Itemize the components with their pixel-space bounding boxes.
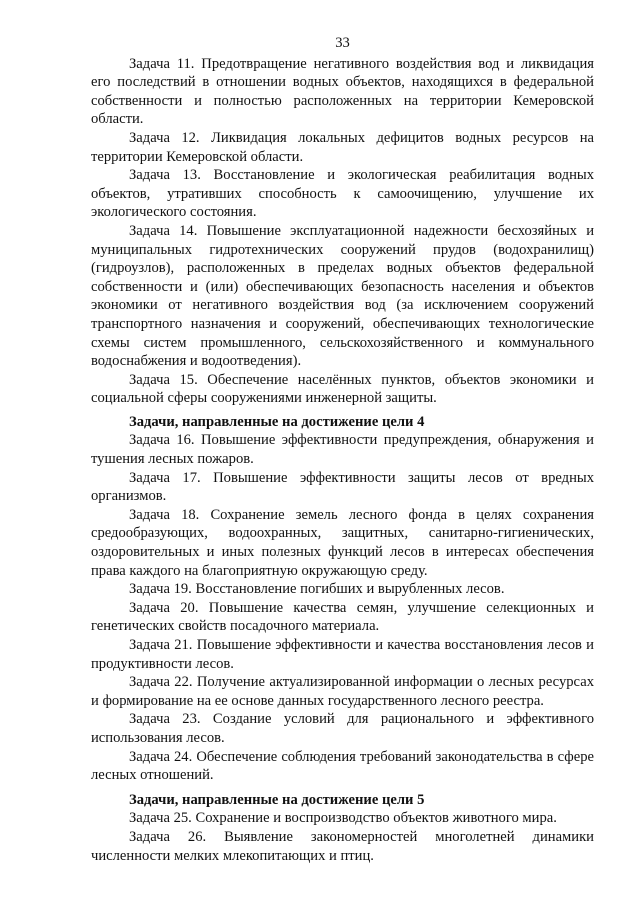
paragraph-task-16: Задача 16. Повышение эффективности предупреждения, обнаружения и тушения лесных пожаров. xyxy=(91,432,594,468)
paragraph-task-22: Задача 22. Получение актуализированной информации о лесных ресурсах и формирование на ее основе данных государственного лесного реестра. xyxy=(91,674,594,709)
section-heading-goal-4: Задачи, направленные на достижение цели 4 xyxy=(129,413,425,430)
paragraph-task-23: Задача 23. Создание условий для рационального и эффективного использования лесов. xyxy=(91,711,594,746)
paragraph-task-21: Задача 21. Повышение эффективности и качества восстановления лесов и продуктивности лесов. xyxy=(91,637,594,672)
paragraph-task-15: Задача 15. Обеспечение населённых пунктов, объектов экономики и социальной сферы сооружениями инженерной защиты. xyxy=(91,371,594,407)
paragraph-task-17: Задача 17. Повышение эффективности защиты лесов от вредных организмов. xyxy=(91,469,594,505)
paragraph-task-24: Задача 24. Обеспечение соблюдения требований законодательства в сфере лесных отношений. xyxy=(91,748,594,784)
paragraph-task-19: Задача 19. Восстановление погибших и вырубленных лесов. xyxy=(129,581,505,598)
paragraph-task-13: Задача 13. Восстановление и экологическая реабилитация водных объектов, утративших способность к самоочищению, улучшение их экологического состояния. xyxy=(91,167,594,221)
paragraph-task-18: Задача 18. Сохранение земель лесного фонда в целях сохранения средообразующих, водоохранных, защитных, санитарно-гигиенических, оздоровительных и иных полезных функций лесов в интересах обеспечения права каждого на благоприятную окружающую среду. xyxy=(91,506,594,579)
paragraph-task-26: Задача 26. Выявление закономерностей многолетней динамики численности мелких млекопитающих и птиц. xyxy=(91,828,594,864)
paragraph-task-20: Задача 20. Повышение качества семян, улучшение селекционных и генетических свойств посадочного материала. xyxy=(91,599,594,635)
section-heading-goal-5: Задачи, направленные на достижение цели 5 xyxy=(129,791,425,808)
paragraph-task-25: Задача 25. Сохранение и воспроизводство объектов животного мира. xyxy=(129,810,557,827)
paragraph-task-12: Задача 12. Ликвидация локальных дефицитов водных ресурсов на территории Кемеровской области. xyxy=(91,129,594,165)
document-page xyxy=(91,34,594,865)
paragraph-task-11: Задача 11. Предотвращение негативного воздействия вод и ликвидация его последствий в отношении водных объектов, находящихся в федеральной собственности и полностью расположенных на территории Кемеровской области. xyxy=(91,55,594,128)
page-number: 33 xyxy=(335,35,350,51)
paragraph-task-14: Задача 14. Повышение эксплуатационной надежности бесхозяйных и муниципальных гидротехнических сооружений прудов (водохранилищ) (гидроузлов), расположенных в пределах водных объектов федеральной собственности и (или) обеспечивающих безопасность населения и объектов экономики от негативного воздействия вод (за исключением сооружений транспортного назначения и сооружений, обеспечивающих технологические схемы систем промышленного, сельскохозяйственного и коммунального водоснабжения и водоотведения). xyxy=(91,222,594,370)
